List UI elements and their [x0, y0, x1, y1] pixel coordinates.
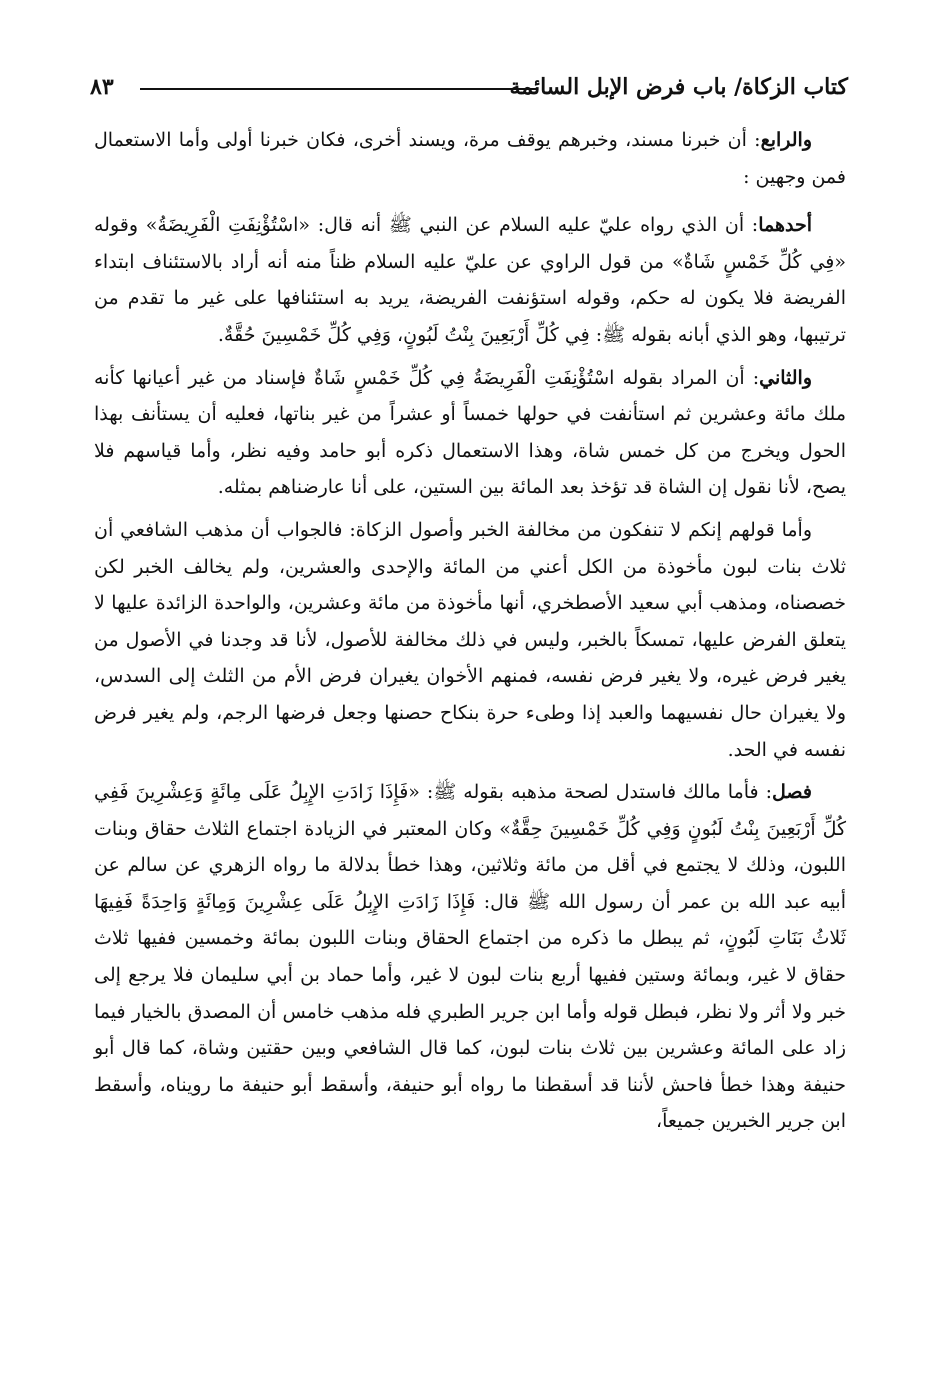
- paragraph-lead: أحدهما: [758, 214, 812, 237]
- header-rule: [140, 88, 536, 90]
- paragraph-text: : أن المراد بقوله اسْتُؤْنِفَتِ الْفَرِيضَةُ فِي كُلِّ خَمْسٍ شَاةٌ فإسناد من غير أعيانها كأنه ملك مائة وعشرين ثم استأنفت في حولها خمساً أو عشراً من غير بناتها، فعليه أن يستأنف بهذا الحول ويخرج من كل خمس شاة، وهذا الاستعمال ذكره أبو حامد وفيه نظر، وأما قياسهم فلا يصح، لأنا نقول إن الشاة قد تؤخذ بعد المائة بين الستين، على أنا عارضناهم بمثله.: [94, 366, 846, 499]
- paragraph-second-aspect: [94, 360, 846, 506]
- paragraph-lead: والرابع: [760, 129, 812, 151]
- paragraph-text: : أن الذي رواه عليّ عليه السلام عن النبي ﷺ أنه قال: «اسْتُؤْنِفَتِ الْفَرِيضَةُ» وقوله «فِي كُلِّ خَمْسٍ شَاةٌ» من قول الراوي عن عليّ عليه السلام ظناً منه أنه أراد بالاستئناف ابتداء الفريضة فلا يكون له حكم، وقوله استؤنفت الفريضة، يريد به استئنافها على غير ما تقدم من ترتيبها، وهو الذي أبانه بقوله ﷺ: فِي كُلِّ أَرْبَعِينَ بِنْتُ لَبُونٍ، وَفِي كُلِّ خَمْسِينَ حُقَّةٌ.: [94, 214, 846, 346]
- paragraph-fourth: [94, 122, 846, 195]
- paragraph-lead: والثاني: [759, 366, 813, 389]
- paragraph-reply: [94, 512, 846, 768]
- body-text: [94, 122, 846, 1146]
- paragraph-text: وأما قولهم إنكم لا تنفكون من مخالفة الخبر وأصول الزكاة: فالجواب أن مذهب الشافعي أن ثلاث بنات لبون مأخوذة من الكل أعني من المائة والإحدى والعشرين، ولم يخالف الخبر لكن خصصناه، ومذهب أبي سعيد الأصطخري، أنها مأخوذة من مائة وعشرين، والواحدة الزائدة عليها لا يتعلق الفرض عليها، تمسكاً بالخبر، وليس في ذلك مخالفة للأصول، لأنا قد وجدنا في الأصول من يغير فرض غيره، ولا يغير فرض نفسه، فمنهم الأخوان يغيران فرض الأم من الثلث إلى السدس، ولا يغيران حال نفسيهما والعبد إذا وطىء حرة بنكاح حصنها وجعل فرضها الرجم، ولم يغير فرض نفسه في الحد.: [94, 518, 846, 761]
- paragraph-text: : فأما مالك فاستدل لصحة مذهبه بقوله ﷺ: «فَإِذَا زَادَتِ الإِبِلُ عَلَى مِائَةٍ وَعِشْرِينَ فَفِي كُلِّ أَرْبَعِينَ بِنْتُ لَبُونٍ وَفِي كُلِّ خَمْسِينَ حِقَّةٌ» وكان المعتبر في الزيادة اجتماع الثلاث حقاق وبنات اللبون، وذلك لا يجتمع في أقل من مائة وثلاثين، وهذا خطأ بدلالة ما رواه الزهري عن سالم عن أبيه عبد الله بن عمر أن رسول الله ﷺ قال: فَإِذَا زَادَتِ الإِبِلُ عَلَى عِشْرِينَ وَمِائَةٍ وَاحِدَةً فَفِيهَا ثَلاثُ بَنَاتِ لَبُونٍ، ثم يبطل ما ذكره من اجتماع الحقاق وبنات اللبون بمائة وخمسين ففيها ثلاث حقاق لا غير، وبمائة وستين ففيها أربع بنات لبون لا غير، وأما حماد بن أبي سليمان فلا يرجع إلى خبر ولا أثر ولا نظر، فبطل قوله وأما ابن جرير الطبري فله مذهب خامس أن المصدق بالخيار فيما زاد على المائة وعشرين بين ثلاث بنات لبون، كما قال الشافعي وبين حقتين وشاة، كما قال أبو حنيفة وهذا خطأ فاحش لأننا قد أسقطنا ما رواه أبو حنيفة، وأسقط أبو حنيفة ما رويناه، وأسقط ابن جرير الخبرين جميعاً،: [94, 781, 846, 1133]
- running-header: [90, 70, 848, 106]
- page-number: ٨٣: [90, 74, 114, 100]
- paragraph-fasl: [94, 774, 846, 1140]
- header-title: كتاب الزكاة/ باب فرض الإبل السائمة: [509, 74, 848, 100]
- paragraph-first-aspect: [94, 207, 846, 353]
- paragraph-text: : أن خبرنا مسند، وخبرهم يوقف مرة، ويسند أخرى، فكان خبرنا أولى وأما الاستعمال فمن وجهين :: [94, 129, 846, 188]
- paragraph-lead: فصل: [772, 781, 812, 804]
